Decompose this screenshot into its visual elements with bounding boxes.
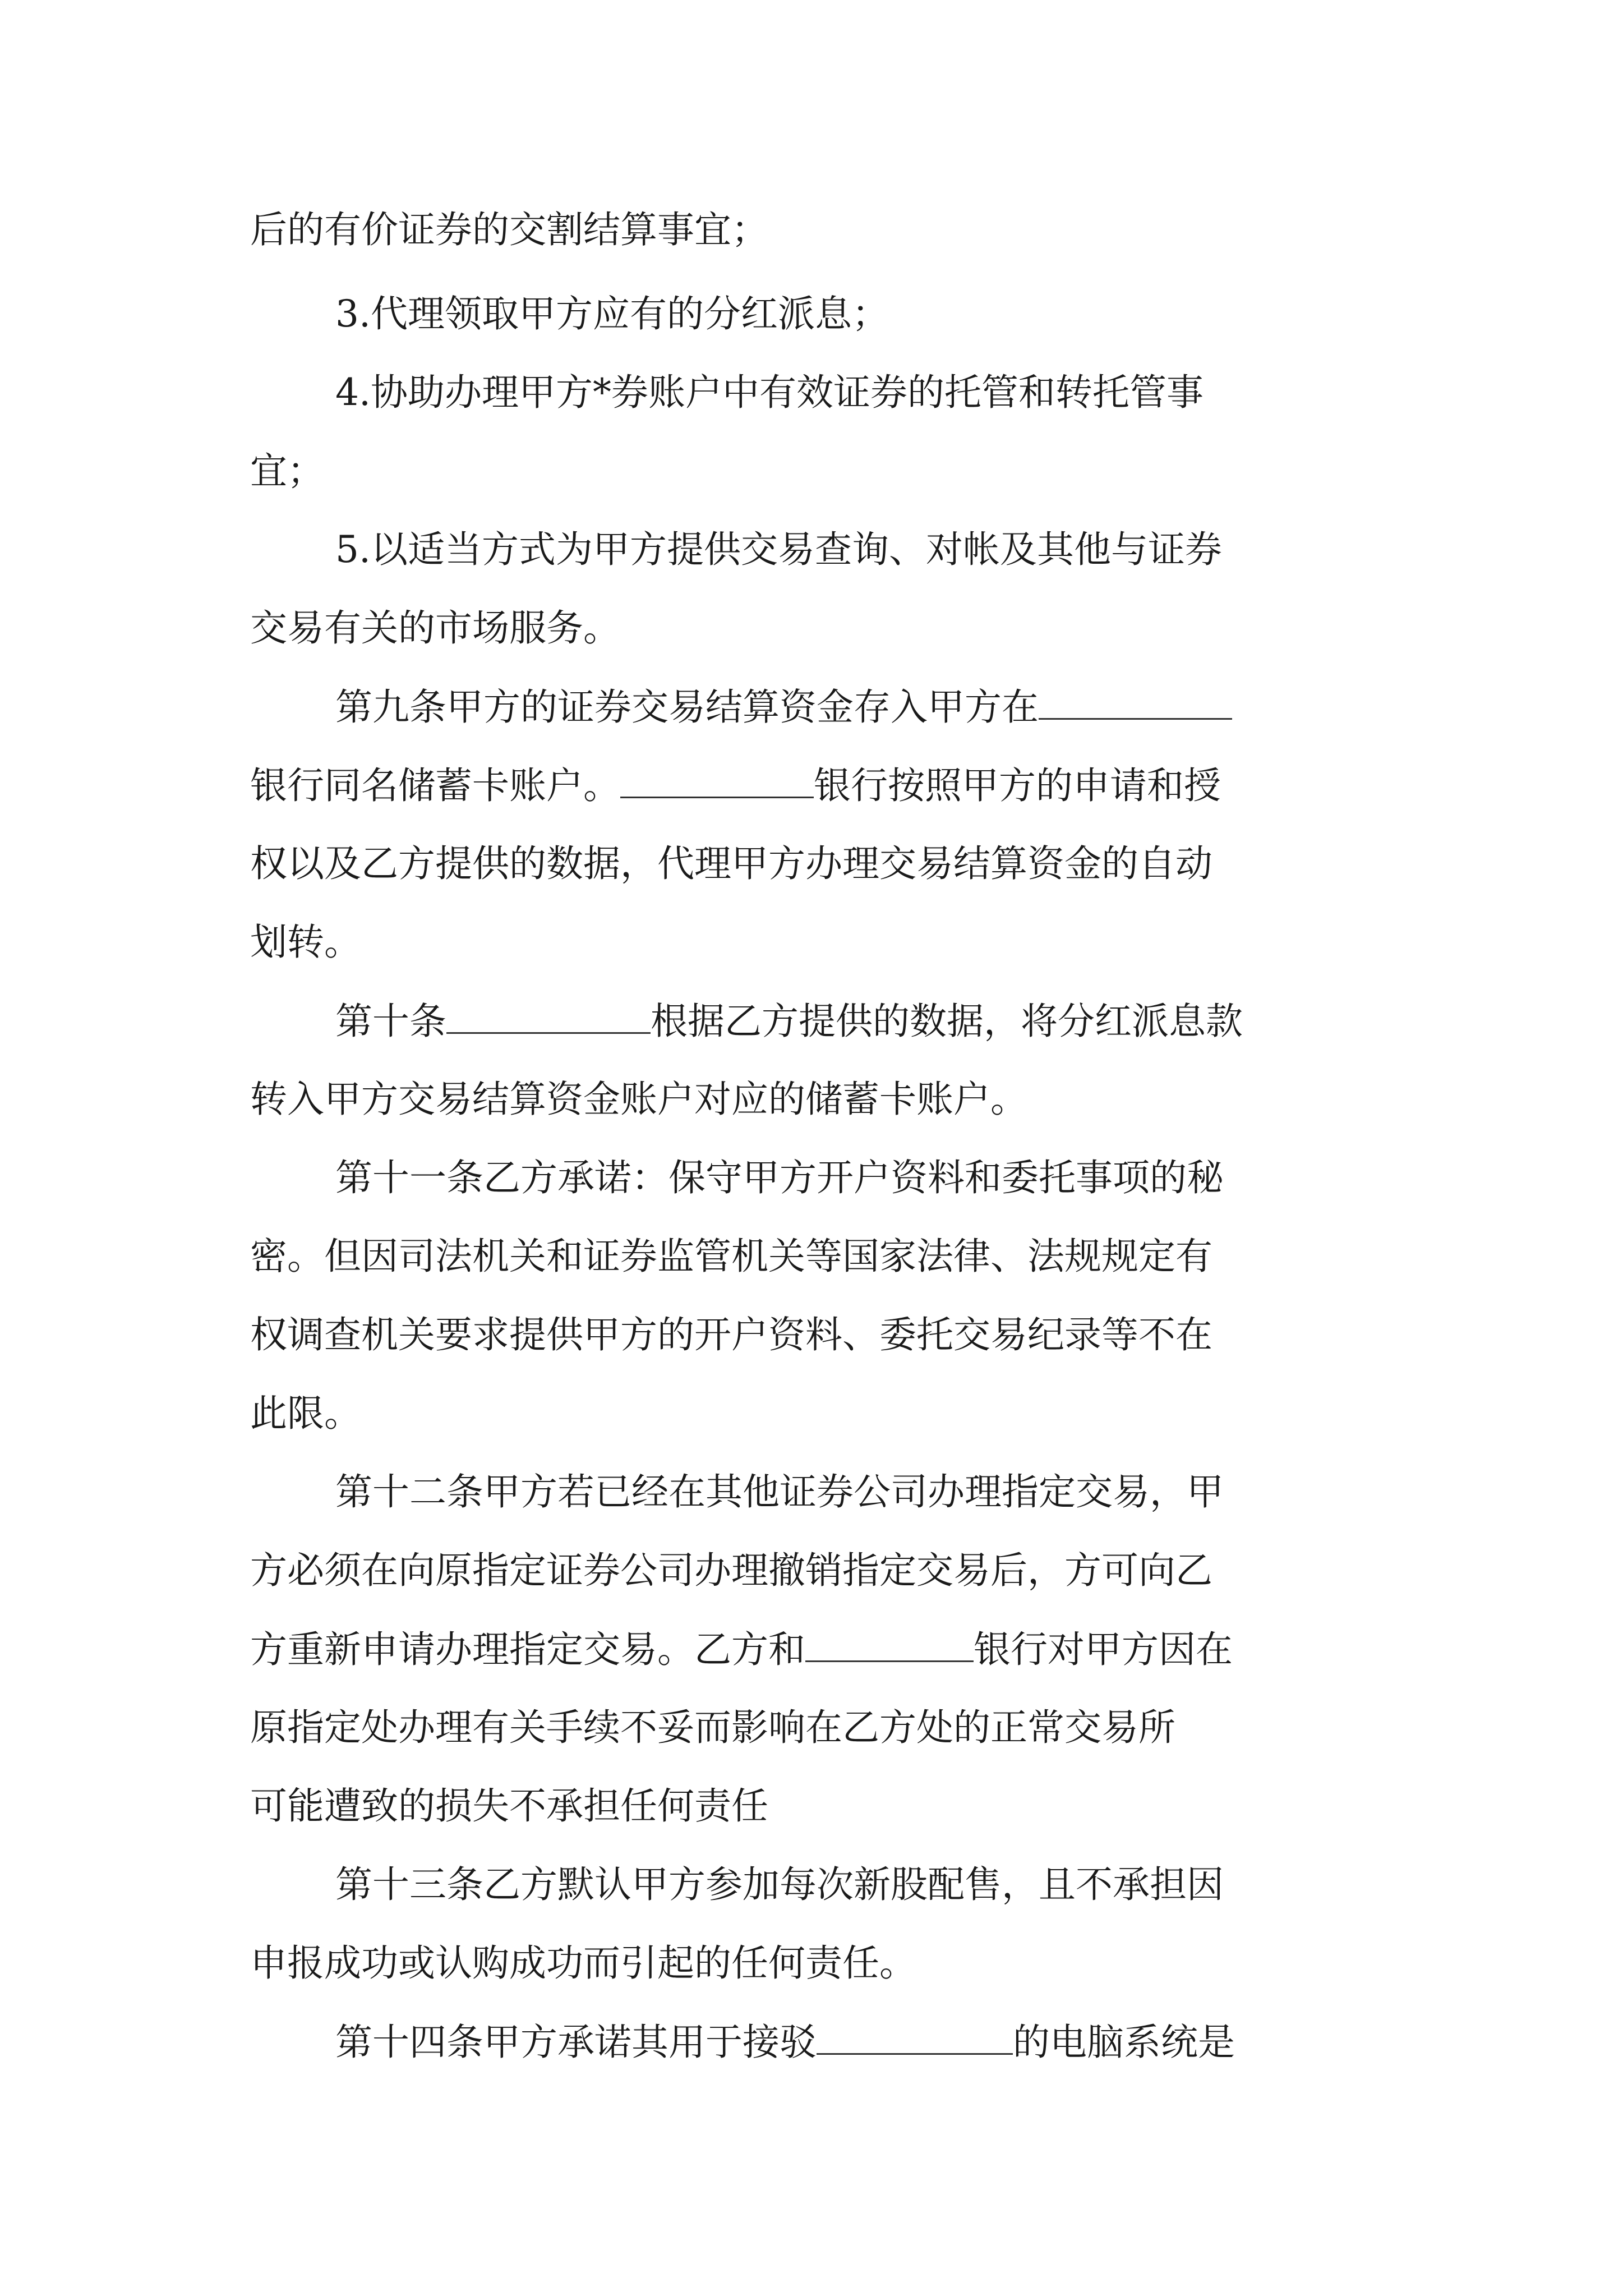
text-line — [335, 1464, 1224, 1520]
text-run: 银行对甲方因在 — [974, 1628, 1233, 1671]
fill-in-blank — [1039, 679, 1232, 720]
text-line — [250, 600, 620, 656]
text-run: 4.协助办理甲方*券账户中有效证券的托管和转托管事 — [335, 371, 1204, 414]
text-line — [250, 757, 1221, 813]
text-line — [335, 679, 1232, 735]
text-line — [250, 1543, 1212, 1599]
fill-in-blank — [446, 993, 651, 1034]
text-run: 5.以适当方式为甲方提供交易查询、对帐及其他与证券 — [335, 528, 1222, 571]
text-run: 根据乙方提供的数据，将分红派息款 — [651, 1000, 1243, 1043]
text-run: 3.代理领取甲方应有的分红派息； — [335, 292, 889, 335]
text-run: 第十条 — [335, 1000, 446, 1043]
text-run: 第十四条甲方承诺其用于接驳 — [335, 2021, 817, 2064]
text-line — [250, 1228, 1212, 1285]
text-run: 第十一条乙方承诺：保守甲方开户资料和委托事项的秘 — [335, 1156, 1224, 1199]
text-line — [250, 443, 324, 499]
text-run: 第十三条乙方默认甲方参加每次新股配售，且不承担因 — [335, 1863, 1224, 1906]
text-run: 方必须在向原指定证券公司办理撤销指定交易后，方可向乙 — [250, 1549, 1212, 1592]
text-run: 转入甲方交易结算资金账户对应的储蓄卡账户。 — [250, 1078, 1027, 1121]
text-line — [335, 993, 1243, 1049]
text-run: 第十二条甲方若已经在其他证券公司办理指定交易，甲 — [335, 1470, 1224, 1513]
text-line — [335, 522, 1222, 578]
text-line — [250, 1071, 1027, 1128]
text-run: 的电脑系统是 — [1013, 2021, 1235, 2064]
text-run: 银行按照甲方的申请和授 — [814, 764, 1221, 807]
text-run: 申报成功或认购成功而引起的任何责任。 — [250, 1941, 916, 1985]
text-run: 宜； — [250, 449, 324, 493]
text-line — [250, 914, 361, 970]
fill-in-blank — [805, 1621, 974, 1662]
text-line — [335, 365, 1204, 421]
text-run: 第九条甲方的证券交易结算资金存入甲方在 — [335, 685, 1039, 729]
fill-in-blank — [817, 2014, 1013, 2055]
text-line — [335, 1150, 1224, 1206]
text-line — [335, 2014, 1235, 2070]
text-line — [250, 1700, 1175, 1756]
text-run: 权调查机关要求提供甲方的开户资料、委托交易纪录等不在 — [250, 1313, 1212, 1356]
text-run: 密。但因司法机关和证券监管机关等国家法律、法规规定有 — [250, 1235, 1212, 1278]
text-line — [250, 1386, 361, 1442]
text-run: 方重新申请办理指定交易。乙方和 — [250, 1628, 805, 1671]
text-run: 后的有价证券的交割结算事宜； — [250, 208, 768, 251]
text-line — [250, 1935, 916, 1991]
text-line — [250, 1778, 768, 1834]
fill-in-blank — [620, 757, 814, 798]
text-line — [335, 286, 889, 342]
text-line — [335, 1857, 1224, 1913]
text-line — [250, 1621, 1233, 1677]
text-run: 银行同名储蓄卡账户。 — [250, 764, 620, 807]
text-run: 原指定处办理有关手续不妥而影响在乙方处的正常交易所 — [250, 1706, 1175, 1749]
text-run: 此限。 — [250, 1392, 361, 1435]
text-line — [250, 202, 768, 258]
text-run: 划转。 — [250, 921, 361, 964]
text-line — [250, 1307, 1212, 1363]
text-run: 可能遭致的损失不承担任何责任 — [250, 1784, 768, 1828]
text-run: 交易有关的市场服务。 — [250, 606, 620, 650]
text-line — [250, 836, 1212, 892]
text-run: 权以及乙方提供的数据，代理甲方办理交易结算资金的自动 — [250, 842, 1212, 885]
